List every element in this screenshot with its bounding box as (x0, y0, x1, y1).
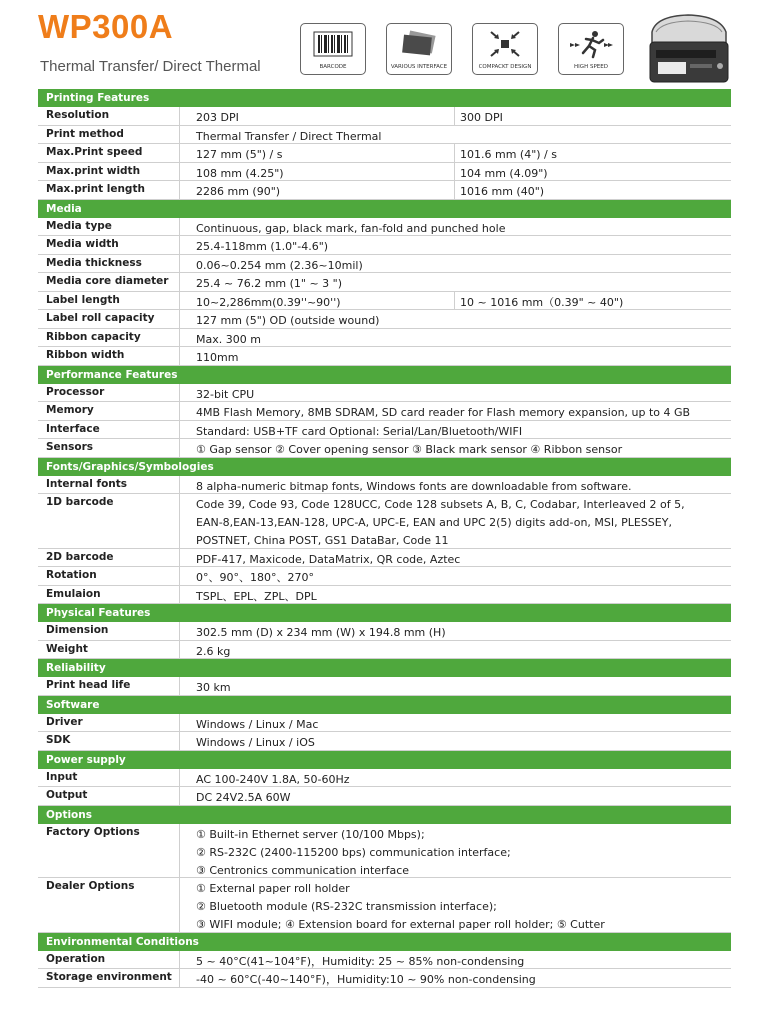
spec-label: Emulaion (38, 586, 180, 604)
spec-label: Media width (38, 236, 180, 254)
spec-value-line: -40 ~ 60°C(-40~140°F)，Humidity:10 ~ 90% non-condensing (196, 973, 536, 986)
spec-value (180, 273, 731, 291)
spec-value-line: POSTNET, China POST, GS1 DataBar, Code 11 (196, 534, 449, 547)
spec-label: Resolution (38, 107, 180, 125)
spec-value-line: 127 mm (5") OD (outside wound) (196, 314, 380, 327)
spec-row (38, 824, 731, 879)
model-title: WP300A (38, 8, 174, 45)
spec-row (38, 144, 731, 163)
spec-value-line: ② Bluetooth module (RS-232C transmission interface); (196, 900, 497, 913)
spec-label: Internal fonts (38, 476, 180, 494)
interface-card-icon (387, 28, 451, 60)
printer-image (642, 10, 734, 86)
spec-value-line: 2.6 kg (196, 644, 231, 658)
spec-value (180, 677, 731, 695)
section-header: Media (38, 200, 731, 218)
spec-label: Media core diameter (38, 273, 180, 291)
spec-value-line: ③ Centronics communication interface (196, 863, 410, 877)
spec-value-alt (454, 144, 731, 162)
spec-value-alt (454, 163, 731, 181)
spec-value-line: Standard: USB+TF card Optional: Serial/Lan/Bluetooth/WIFI (196, 424, 523, 438)
spec-value-alt (454, 292, 731, 310)
spec-value-line: ② RS-232C (2400-115200 bps) communication interface; (196, 845, 511, 859)
spec-row (38, 951, 731, 970)
spec-label: Dimension (38, 622, 180, 640)
spec-row (38, 476, 731, 495)
spec-label: SDK (38, 732, 180, 750)
spec-row (38, 236, 731, 255)
model-subtitle: Thermal Transfer/ Direct Thermal (40, 58, 261, 75)
compact-arrows-icon (473, 28, 537, 60)
spec-row (38, 677, 731, 696)
spec-label: Processor (38, 384, 180, 402)
spec-row (38, 787, 731, 806)
spec-value-line: 1016 mm (40") (460, 185, 545, 198)
spec-label: Interface (38, 421, 180, 439)
feature-badge-barcode (300, 23, 366, 75)
spec-value-line: 0.06~0.254 mm (2.36~10mil) (196, 258, 363, 272)
spec-row (38, 218, 731, 237)
spec-label: Factory Options (38, 824, 180, 878)
spec-label: Rotation (38, 567, 180, 585)
spec-value (180, 218, 731, 236)
spec-value (180, 384, 731, 402)
feature-label: HIGH SPEED (574, 64, 608, 70)
spec-value-alt (454, 181, 731, 199)
spec-value (180, 769, 731, 787)
spec-row (38, 107, 731, 126)
spec-value (180, 347, 731, 365)
spec-label: Media thickness (38, 255, 180, 273)
spec-row (38, 402, 731, 421)
spec-row (38, 567, 731, 586)
spec-value-line: 300 DPI (460, 111, 503, 124)
spec-row (38, 329, 731, 348)
spec-value-line: Windows / Linux / Mac (196, 717, 319, 731)
spec-label: Sensors (38, 439, 180, 457)
spec-value-line: Thermal Transfer / Direct Thermal (196, 129, 382, 143)
feature-label: VARIOUS INTERFACE (390, 64, 448, 70)
spec-value (180, 549, 731, 567)
spec-value (180, 126, 731, 144)
spec-value (180, 824, 731, 878)
spec-value (180, 292, 454, 310)
spec-label: Max.Print speed (38, 144, 180, 162)
spec-value-line: 127 mm (5") / s (196, 148, 283, 161)
spec-value-line: ① Built-in Ethernet server (10/100 Mbps); (196, 827, 425, 841)
spec-label: Storage environment (38, 969, 180, 987)
spec-row (38, 641, 731, 660)
spec-table (38, 89, 731, 988)
spec-row (38, 273, 731, 292)
spec-label: Max.print width (38, 163, 180, 181)
spec-value (180, 494, 731, 548)
feature-label: BARCODE (319, 64, 347, 70)
spec-label: Input (38, 769, 180, 787)
spec-row (38, 439, 731, 458)
spec-value (180, 402, 731, 420)
spec-value (180, 951, 731, 969)
spec-value-line: Windows / Linux / iOS (196, 736, 315, 749)
section-header: Performance Features (38, 366, 731, 384)
feature-label: COMPACKT DESIGN (478, 64, 532, 70)
spec-label: Weight (38, 641, 180, 659)
spec-row (38, 549, 731, 568)
spec-value-line: AC 100-240V 1.8A, 50-60Hz (196, 772, 350, 786)
spec-value (180, 622, 731, 640)
spec-value (180, 787, 731, 805)
spec-value (180, 567, 731, 585)
spec-value-line: Code 39, Code 93, Code 128UCC, Code 128 subsets A, B, C, Codabar, Interleaved 2 of 5, (196, 498, 685, 511)
spec-value-line: ① External paper roll holder (196, 882, 350, 895)
spec-value-line: TSPL、EPL、ZPL、DPL (196, 589, 317, 603)
spec-value-line: 25.4 ~ 76.2 mm (1" ~ 3 ") (196, 277, 343, 290)
spec-label: Max.print length (38, 181, 180, 199)
spec-value-line: Max. 300 m (196, 332, 261, 346)
spec-label: Dealer Options (38, 878, 180, 932)
spec-value (180, 732, 731, 750)
spec-row (38, 586, 731, 605)
spec-label: Operation (38, 951, 180, 969)
spec-value (180, 714, 731, 732)
spec-value-line: 25.4-118mm (1.0"-4.6") (196, 240, 329, 253)
spec-value (180, 878, 731, 932)
spec-row (38, 622, 731, 641)
spec-value-line: 10~2,286mm(0.39''~90'') (196, 295, 341, 309)
spec-value-line: 8 alpha-numeric bitmap fonts, Windows fonts are downloadable from software. (196, 479, 632, 493)
spec-row (38, 421, 731, 440)
spec-value-line: 32-bit CPU (196, 387, 255, 401)
spec-value-line: 10 ~ 1016 mm（0.39" ~ 40") (460, 295, 624, 309)
spec-value-line: EAN-8,EAN-13,EAN-128, UPC-A, UPC-E, EAN and UPC 2(5) digits add-on, MSI, PLESSEY, (196, 516, 672, 529)
spec-value-line: DC 24V2.5A 60W (196, 791, 291, 804)
spec-value (180, 255, 731, 273)
spec-value (180, 310, 731, 328)
spec-value-line: 110mm (196, 351, 239, 364)
section-header: Environmental Conditions (38, 933, 731, 951)
spec-label: 1D barcode (38, 494, 180, 548)
section-header: Software (38, 696, 731, 714)
spec-value-line: 108 mm (4.25") (196, 166, 284, 180)
spec-label: Ribbon capacity (38, 329, 180, 347)
spec-value (180, 144, 454, 162)
spec-label: Print head life (38, 677, 180, 695)
spec-value-line: 30 km (196, 681, 231, 694)
spec-value (180, 476, 731, 494)
spec-row (38, 714, 731, 733)
spec-label: Label length (38, 292, 180, 310)
spec-value (180, 641, 731, 659)
spec-value-line: 2286 mm (90") (196, 185, 281, 198)
spec-value-line: 4MB Flash Memory, 8MB SDRAM, SD card reader for Flash memory expansion, up to 4 GB (196, 406, 691, 419)
spec-label: Ribbon width (38, 347, 180, 365)
spec-row (38, 163, 731, 182)
spec-value (180, 439, 731, 457)
spec-label: Driver (38, 714, 180, 732)
spec-value (180, 181, 454, 199)
section-header: Fonts/Graphics/Symbologies (38, 458, 731, 476)
section-header: Reliability (38, 659, 731, 677)
runner-icon (559, 28, 623, 60)
spec-value (180, 329, 731, 347)
spec-value-line: 0°、90°、180°、270° (196, 571, 314, 584)
spec-row (38, 310, 731, 329)
section-header: Options (38, 806, 731, 824)
spec-value-line: 5 ~ 40°C(41~104°F)，Humidity: 25 ~ 85% non-condensing (196, 954, 525, 968)
feature-badge-interface (386, 23, 452, 75)
spec-row (38, 732, 731, 751)
spec-value (180, 586, 731, 604)
spec-value-line: PDF-417, Maxicode, DataMatrix, QR code, Aztec (196, 552, 461, 566)
spec-row (38, 494, 731, 549)
spec-label: Output (38, 787, 180, 805)
spec-row (38, 878, 731, 933)
feature-badge-compact (472, 23, 538, 75)
header (0, 0, 774, 88)
spec-row (38, 384, 731, 403)
section-header: Physical Features (38, 604, 731, 622)
spec-row (38, 126, 731, 145)
spec-label: Memory (38, 402, 180, 420)
feature-badge-speed (558, 23, 624, 75)
spec-value-line: 101.6 mm (4") / s (460, 148, 557, 161)
spec-label: Print method (38, 126, 180, 144)
spec-value (180, 107, 454, 125)
spec-row (38, 181, 731, 200)
barcode-icon (301, 28, 365, 60)
spec-row (38, 769, 731, 788)
spec-value-line: 104 mm (4.09") (460, 166, 548, 180)
section-header: Printing Features (38, 89, 731, 107)
spec-value-line: ③ WIFI module; ④ Extension board for external paper roll holder; ⑤ Cutter (196, 918, 605, 931)
spec-value-line: 302.5 mm (D) x 234 mm (W) x 194.8 mm (H) (196, 626, 446, 639)
spec-value (180, 421, 731, 439)
spec-value (180, 163, 454, 181)
spec-row (38, 969, 731, 988)
spec-value-line: Continuous, gap, black mark, fan-fold and punched hole (196, 221, 506, 235)
spec-label: Label roll capacity (38, 310, 180, 328)
spec-label: 2D barcode (38, 549, 180, 567)
spec-value (180, 236, 731, 254)
spec-value-line: ① Gap sensor ② Cover opening sensor ③ Black mark sensor ④ Ribbon sensor (196, 443, 623, 456)
spec-row (38, 347, 731, 366)
spec-value (180, 969, 731, 987)
spec-row (38, 292, 731, 311)
section-header: Power supply (38, 751, 731, 769)
spec-label: Media type (38, 218, 180, 236)
spec-value-line: 203 DPI (196, 111, 239, 124)
spec-value-alt (454, 107, 731, 125)
spec-row (38, 255, 731, 274)
